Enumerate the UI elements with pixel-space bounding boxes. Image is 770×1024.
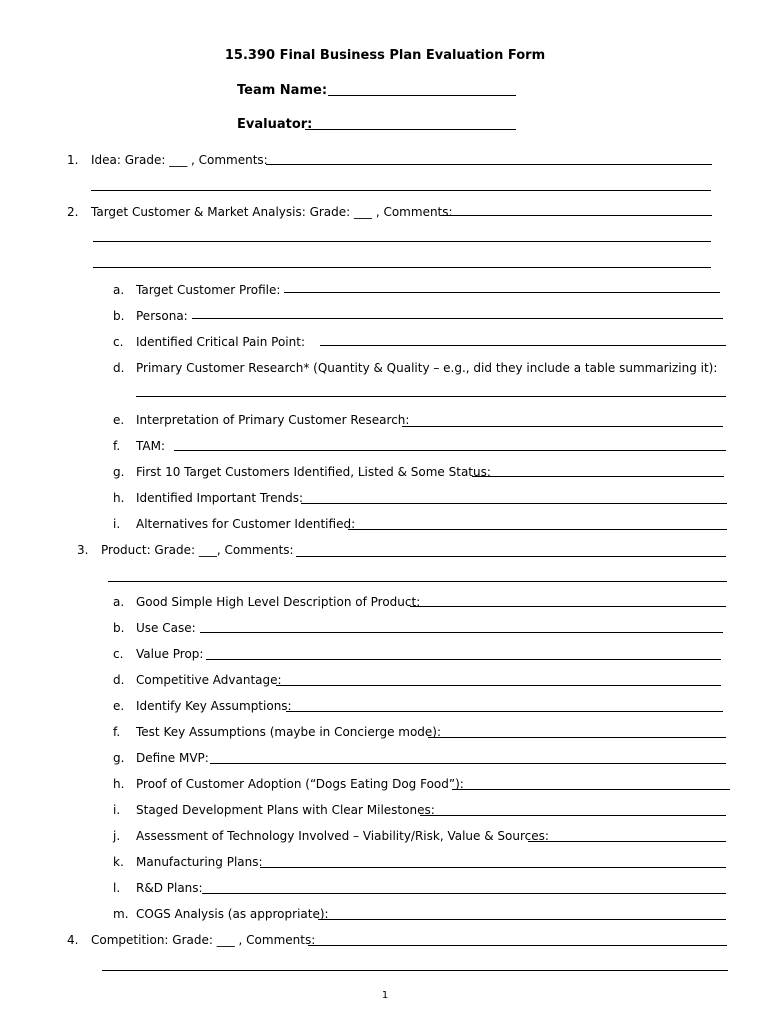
item-answer-line[interactable] (452, 789, 730, 790)
item-answer-line[interactable] (200, 632, 723, 633)
item-answer-line[interactable] (174, 450, 726, 451)
item-answer-line[interactable] (320, 345, 726, 346)
item-letter: f. (113, 439, 121, 453)
item-letter: b. (113, 309, 125, 323)
item-letter: e. (113, 413, 125, 427)
item-label: Test Key Assumptions (maybe in Concierge mode): (136, 725, 442, 739)
item-answer-line[interactable] (136, 396, 726, 397)
item-letter: j. (113, 829, 121, 843)
item-label: First 10 Target Customers Identified, Listed & Some Status: (136, 465, 491, 479)
item-letter: i. (113, 803, 121, 817)
page-number: 1 (381, 990, 389, 1001)
section-1-comment-line[interactable] (266, 164, 712, 165)
section-2-comment-line-2[interactable] (93, 241, 711, 242)
section-3-comment-line-2[interactable] (108, 581, 727, 582)
item-answer-line[interactable] (286, 711, 723, 712)
section-2-comment-line-3[interactable] (93, 267, 711, 268)
evaluator-line[interactable] (305, 129, 516, 130)
item-label: Value Prop: (136, 647, 204, 661)
section-4-label: Competition: Grade: ___ , Comments: (91, 933, 316, 947)
item-label: TAM: (136, 439, 166, 453)
item-label: Alternatives for Customer Identified: (136, 517, 356, 531)
item-answer-line[interactable] (192, 318, 723, 319)
item-label: Good Simple High Level Description of Product: (136, 595, 421, 609)
item-label: Competitive Advantage: (136, 673, 282, 687)
item-letter: m. (113, 907, 129, 921)
item-letter: c. (113, 647, 124, 661)
item-label: Identified Critical Pain Point: (136, 335, 305, 349)
item-answer-line[interactable] (206, 659, 721, 660)
evaluator-label: Evaluator: (237, 117, 313, 132)
section-2-comment-line[interactable] (440, 215, 712, 216)
section-4-comment-line-2[interactable] (102, 970, 728, 971)
item-label: Use Case: (136, 621, 196, 635)
section-2-label: Target Customer & Market Analysis: Grade: ___ , Comments: (91, 205, 453, 219)
item-answer-line[interactable] (420, 815, 726, 816)
item-letter: h. (113, 777, 125, 791)
item-letter: c. (113, 335, 124, 349)
item-answer-line[interactable] (260, 867, 726, 868)
section-1-comment-line-2[interactable] (91, 190, 711, 191)
item-answer-line[interactable] (528, 841, 726, 842)
item-label: R&D Plans: (136, 881, 203, 895)
item-answer-line[interactable] (276, 685, 721, 686)
item-label: Manufacturing Plans: (136, 855, 263, 869)
item-label: COGS Analysis (as appropriate): (136, 907, 329, 921)
section-1-number: 1. (67, 153, 79, 167)
item-answer-line[interactable] (202, 893, 726, 894)
item-letter: e. (113, 699, 125, 713)
item-label: Identify Key Assumptions: (136, 699, 292, 713)
item-label: Interpretation of Primary Customer Research: (136, 413, 410, 427)
item-answer-line[interactable] (284, 292, 720, 293)
item-letter: a. (113, 283, 125, 297)
item-letter: f. (113, 725, 121, 739)
item-answer-line[interactable] (318, 919, 726, 920)
item-letter: i. (113, 517, 121, 531)
item-letter: d. (113, 361, 125, 375)
form-title: 15.390 Final Business Plan Evaluation Form (224, 48, 546, 63)
item-answer-line[interactable] (428, 737, 726, 738)
item-answer-line[interactable] (402, 426, 723, 427)
item-letter: h. (113, 491, 125, 505)
section-3-label: Product: Grade: ___, Comments: (101, 543, 294, 557)
item-label: Primary Customer Research* (Quantity & Quality – e.g., did they include a table summarizing it): (136, 361, 718, 375)
item-answer-line[interactable] (348, 529, 727, 530)
item-letter: a. (113, 595, 125, 609)
team-name-line[interactable] (328, 95, 516, 96)
item-label: Define MVP: (136, 751, 209, 765)
item-answer-line[interactable] (472, 476, 724, 477)
item-label: Staged Development Plans with Clear Milestones: (136, 803, 435, 817)
item-label: Proof of Customer Adoption (“Dogs Eating Dog Food”): (136, 777, 464, 791)
item-letter: b. (113, 621, 125, 635)
item-letter: l. (113, 881, 121, 895)
item-letter: g. (113, 751, 125, 765)
item-answer-line[interactable] (210, 763, 726, 764)
section-2-number: 2. (67, 205, 79, 219)
section-3-number: 3. (77, 543, 89, 557)
item-answer-line[interactable] (301, 503, 727, 504)
item-letter: d. (113, 673, 125, 687)
item-letter: g. (113, 465, 125, 479)
section-1-label: Idea: Grade: ___ , Comments: (91, 153, 268, 167)
item-label: Persona: (136, 309, 188, 323)
item-label: Assessment of Technology Involved – Viability/Risk, Value & Sources: (136, 829, 549, 843)
item-letter: k. (113, 855, 124, 869)
team-name-label: Team Name: (237, 83, 328, 98)
section-4-comment-line[interactable] (308, 945, 727, 946)
section-3-comment-line[interactable] (296, 556, 726, 557)
section-4-number: 4. (67, 933, 79, 947)
item-label: Target Customer Profile: (136, 283, 281, 297)
item-label: Identified Important Trends: (136, 491, 303, 505)
item-answer-line[interactable] (410, 606, 726, 607)
